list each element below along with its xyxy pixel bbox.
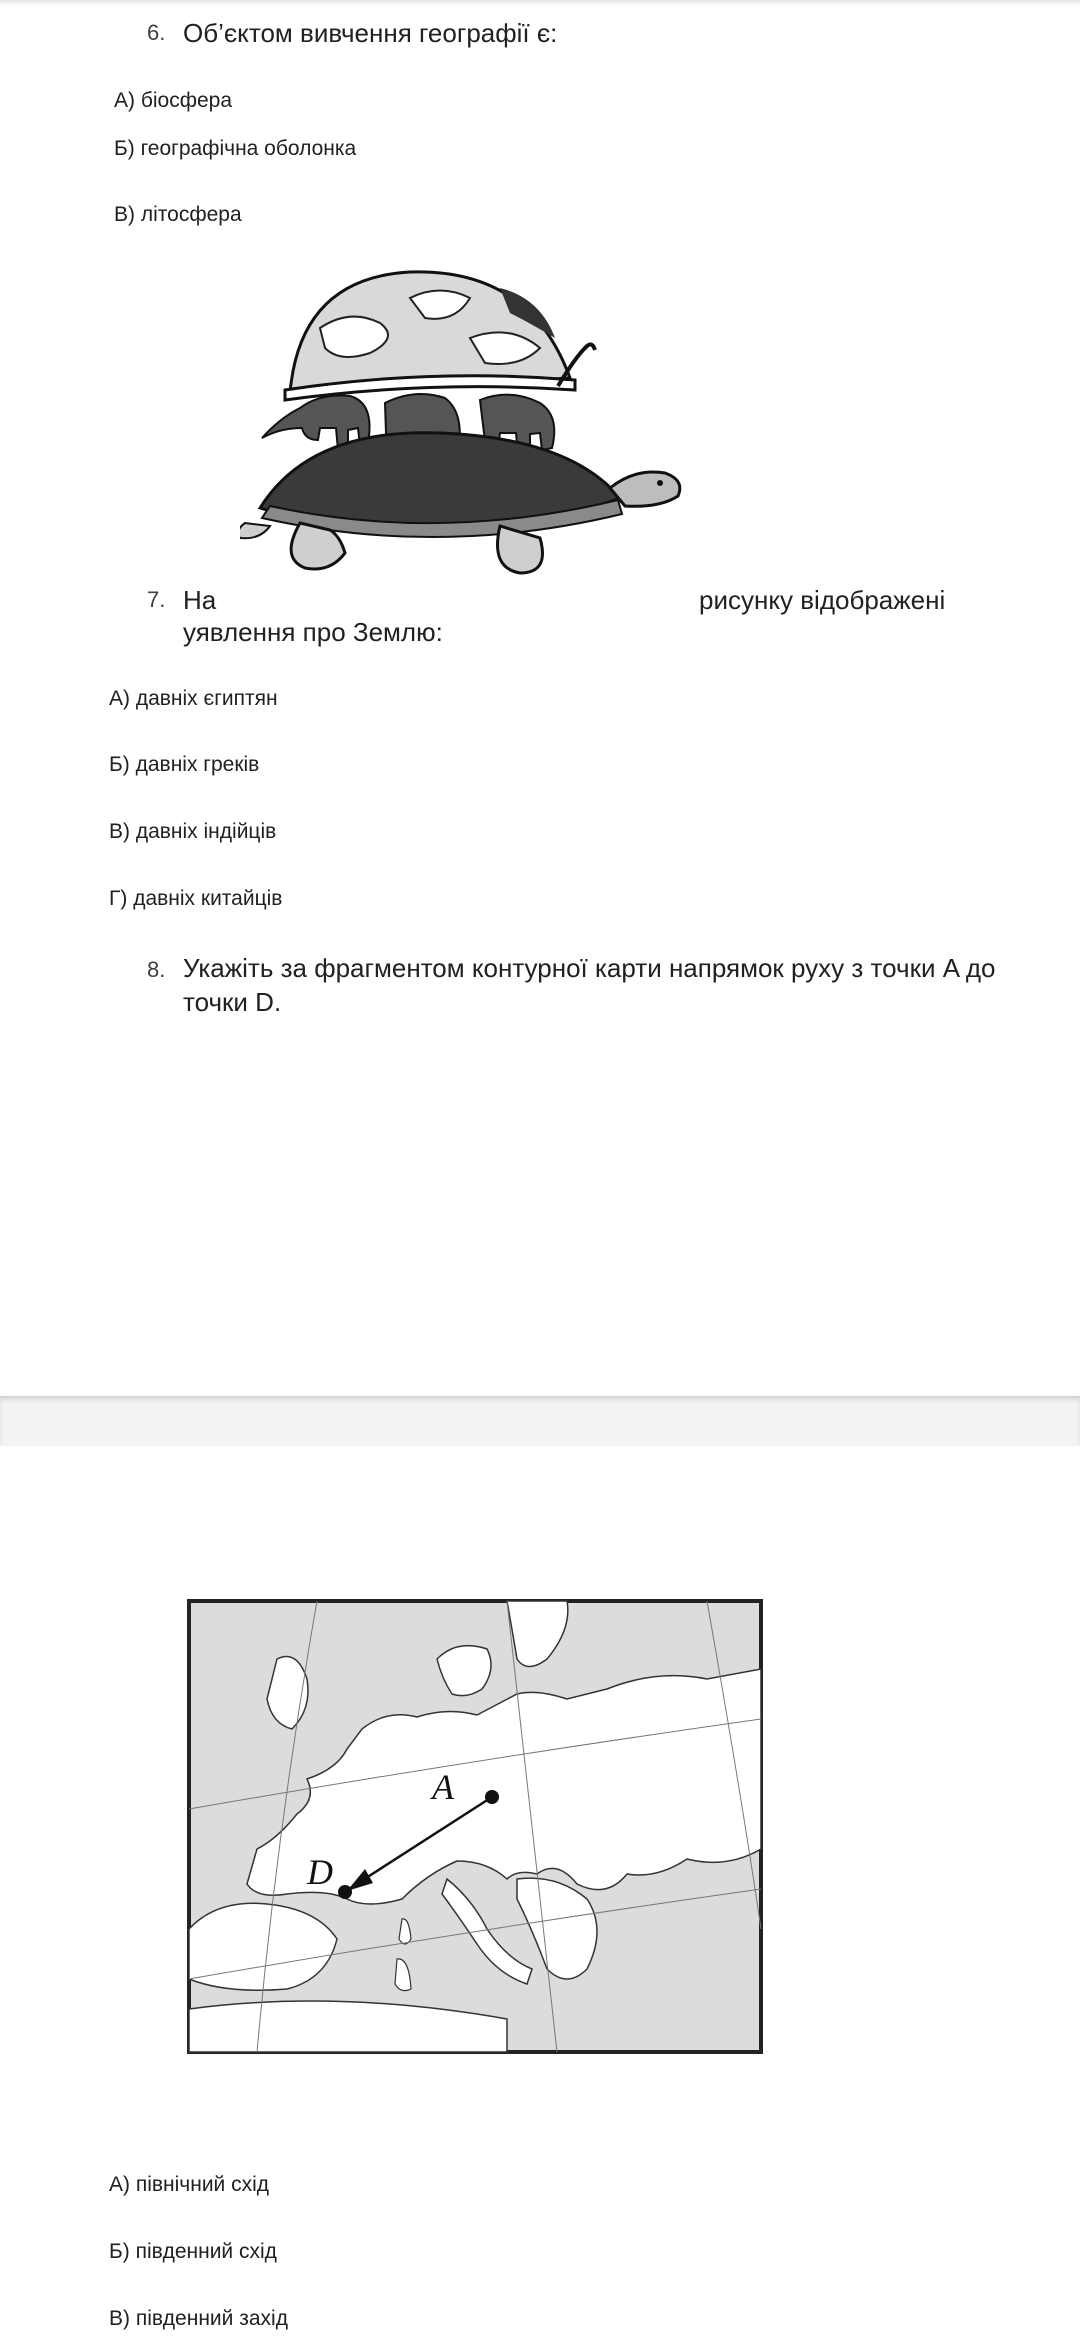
q8-option-a[interactable]: А) північний схід xyxy=(109,2173,270,2196)
q7-question-text-end: рисунку відображені xyxy=(699,585,946,615)
q8-option-c[interactable]: В) південний захід xyxy=(109,2307,288,2330)
q6-question-text: Об’єктом вивчення географії є: xyxy=(183,18,558,48)
map-label-a: A xyxy=(432,1767,454,1807)
q8-question-text-line2: точки D. xyxy=(183,987,282,1017)
q7-question-text-line2: уявлення про Землю: xyxy=(183,617,443,647)
page-separator xyxy=(0,1396,1080,1446)
q7-number: 7. xyxy=(147,587,166,612)
q7-option-c[interactable]: В) давніх індійців xyxy=(109,820,277,843)
top-shadow xyxy=(0,0,1080,6)
europe-contour-map xyxy=(187,1599,763,2054)
q8-question-text-line1: Укажіть за фрагментом контурної карти напрямок руху з точки A до xyxy=(183,953,996,983)
q6-option-a[interactable]: А) біосфера xyxy=(114,89,233,112)
q6-option-c[interactable]: В) літосфера xyxy=(114,203,242,226)
q7-option-b[interactable]: Б) давніх греків xyxy=(109,753,260,776)
turtle-elephants-earth-illustration xyxy=(240,268,690,598)
q8-number: 8. xyxy=(147,957,166,982)
q8-option-b[interactable]: Б) південний схід xyxy=(109,2240,277,2263)
q6-option-b[interactable]: Б) географічна оболонка xyxy=(114,137,357,160)
map-label-d: D xyxy=(307,1852,333,1892)
q7-option-d[interactable]: Г) давніх китайців xyxy=(109,887,283,910)
q7-question-text-start: На xyxy=(183,585,217,615)
q6-number: 6. xyxy=(147,20,166,45)
q7-option-a[interactable]: А) давніх єгиптян xyxy=(109,687,278,710)
